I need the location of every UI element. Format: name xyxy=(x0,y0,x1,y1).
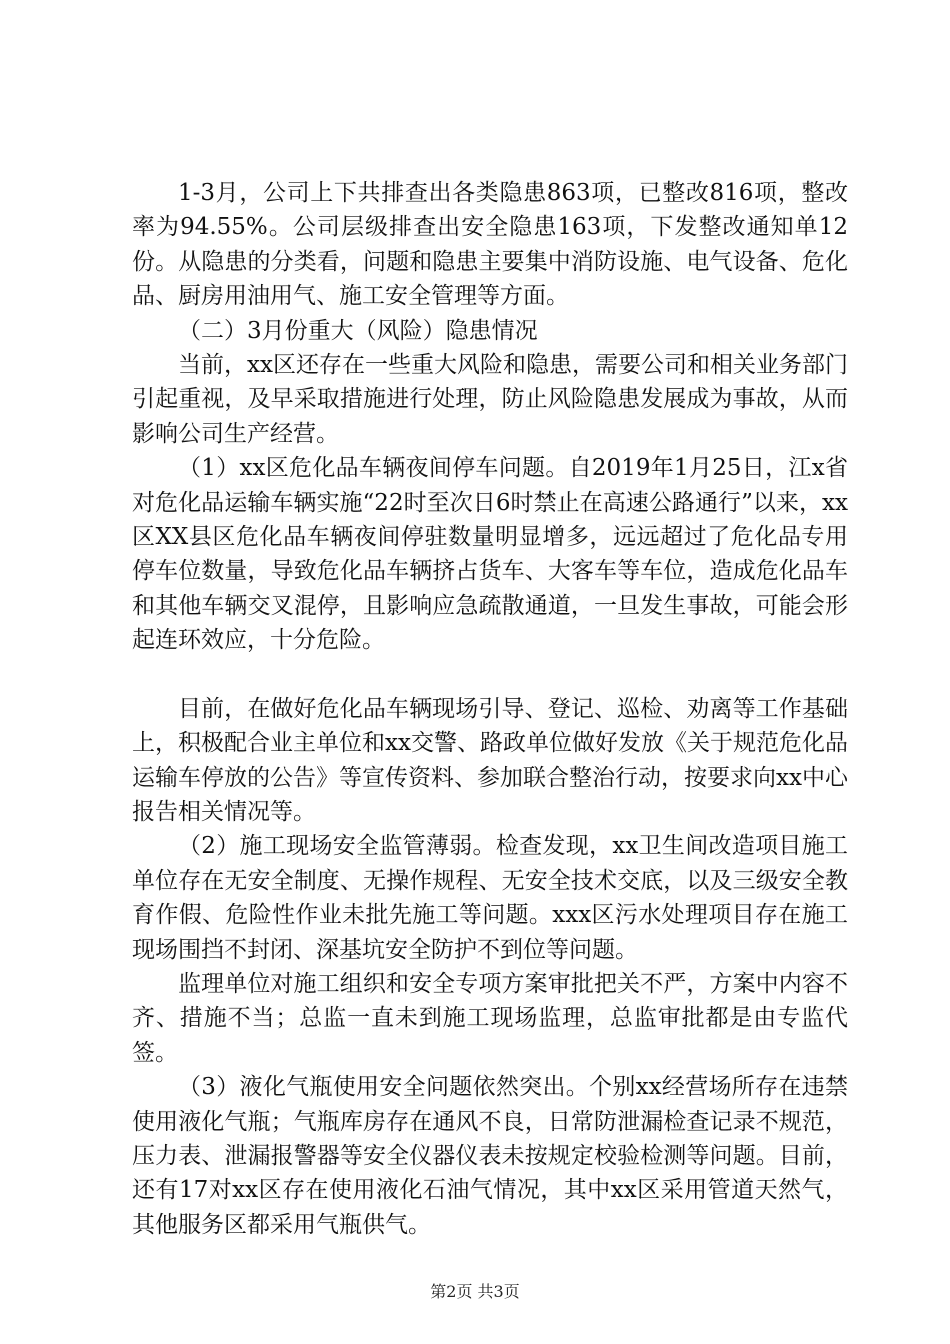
paragraph-gas-cylinder: （3）液化气瓶使用安全问题依然突出。个别xx经营场所存在违禁使用液化气瓶；气瓶库房存在通风不良，日常防泄漏检查记录不规范，压力表、泄漏报警器等安全仪器仪表未按规定校验检测等问题。目前，还有17对xx区存在使用液化石油气情况，其中xx区采用管道天然气，其他服务区都采用气瓶供气。 xyxy=(132,1074,848,1238)
page-footer: 第2页 共3页 xyxy=(430,1282,520,1301)
paragraph-hazard-summary: 1-3月，公司上下共排查出各类隐患863项，已整改816项，整改率为94.55%。公司层级排查出安全隐患163项，下发整改通知单12份。从隐患的分类看，问题和隐患主要集中消防设施、电气设备、危化品、厨房用油用气、施工安全管理等方面。 xyxy=(132,180,848,310)
paragraph-current-measures: 目前，在做好危化品车辆现场引导、登记、巡检、劝离等工作基础上，积极配合业主单位和xx交警、路政单位做好发放《关于规范危化品运输车停放的公告》等宣传资料、参加联合整治行动，按要求向xx中心报告相关情况等。 xyxy=(132,695,848,825)
paragraph-construction-safety: （2）施工现场安全监管薄弱。检查发现，xx卫生间改造项目施工单位存在无安全制度、无操作规程、无安全技术交底，以及三级安全教育作假、危险性作业未批先施工等问题。xxx区污水处理项目存在施工现场围挡不封闭、深基坑安全防护不到位等问题。 xyxy=(132,833,848,963)
paragraph-hazmat-parking: （1）xx区危化品车辆夜间停车问题。自2019年1月25日，江x省对危化品运输车辆实施“22时至次日6时禁止在高速公路通行”以来，xx区XX县区危化品车辆夜间停驻数量明显增多，远远超过了危化品专用停车位数量，导致危化品车辆挤占货车、大客车等车位，造成危化品车和其他车辆交叉混停，且影响应急疏散通道，一旦发生事故，可能会形起连环效应，十分危险。 xyxy=(132,455,848,654)
section-heading-major-risks: （二）3月份重大（风险）隐患情况 xyxy=(178,317,538,344)
paragraph-current-risks: 当前，xx区还存在一些重大风险和隐患，需要公司和相关业务部门引起重视，及早采取措施进行处理，防止风险隐患发展成为事故，从而影响公司生产经营。 xyxy=(132,352,848,447)
document-body xyxy=(132,176,848,1242)
paragraph-gap xyxy=(132,658,848,692)
paragraph-supervision: 监理单位对施工组织和安全专项方案审批把关不严，方案中内容不齐、措施不当；总监一直未到施工现场监理，总监审批都是由专监代签。 xyxy=(132,970,848,1066)
